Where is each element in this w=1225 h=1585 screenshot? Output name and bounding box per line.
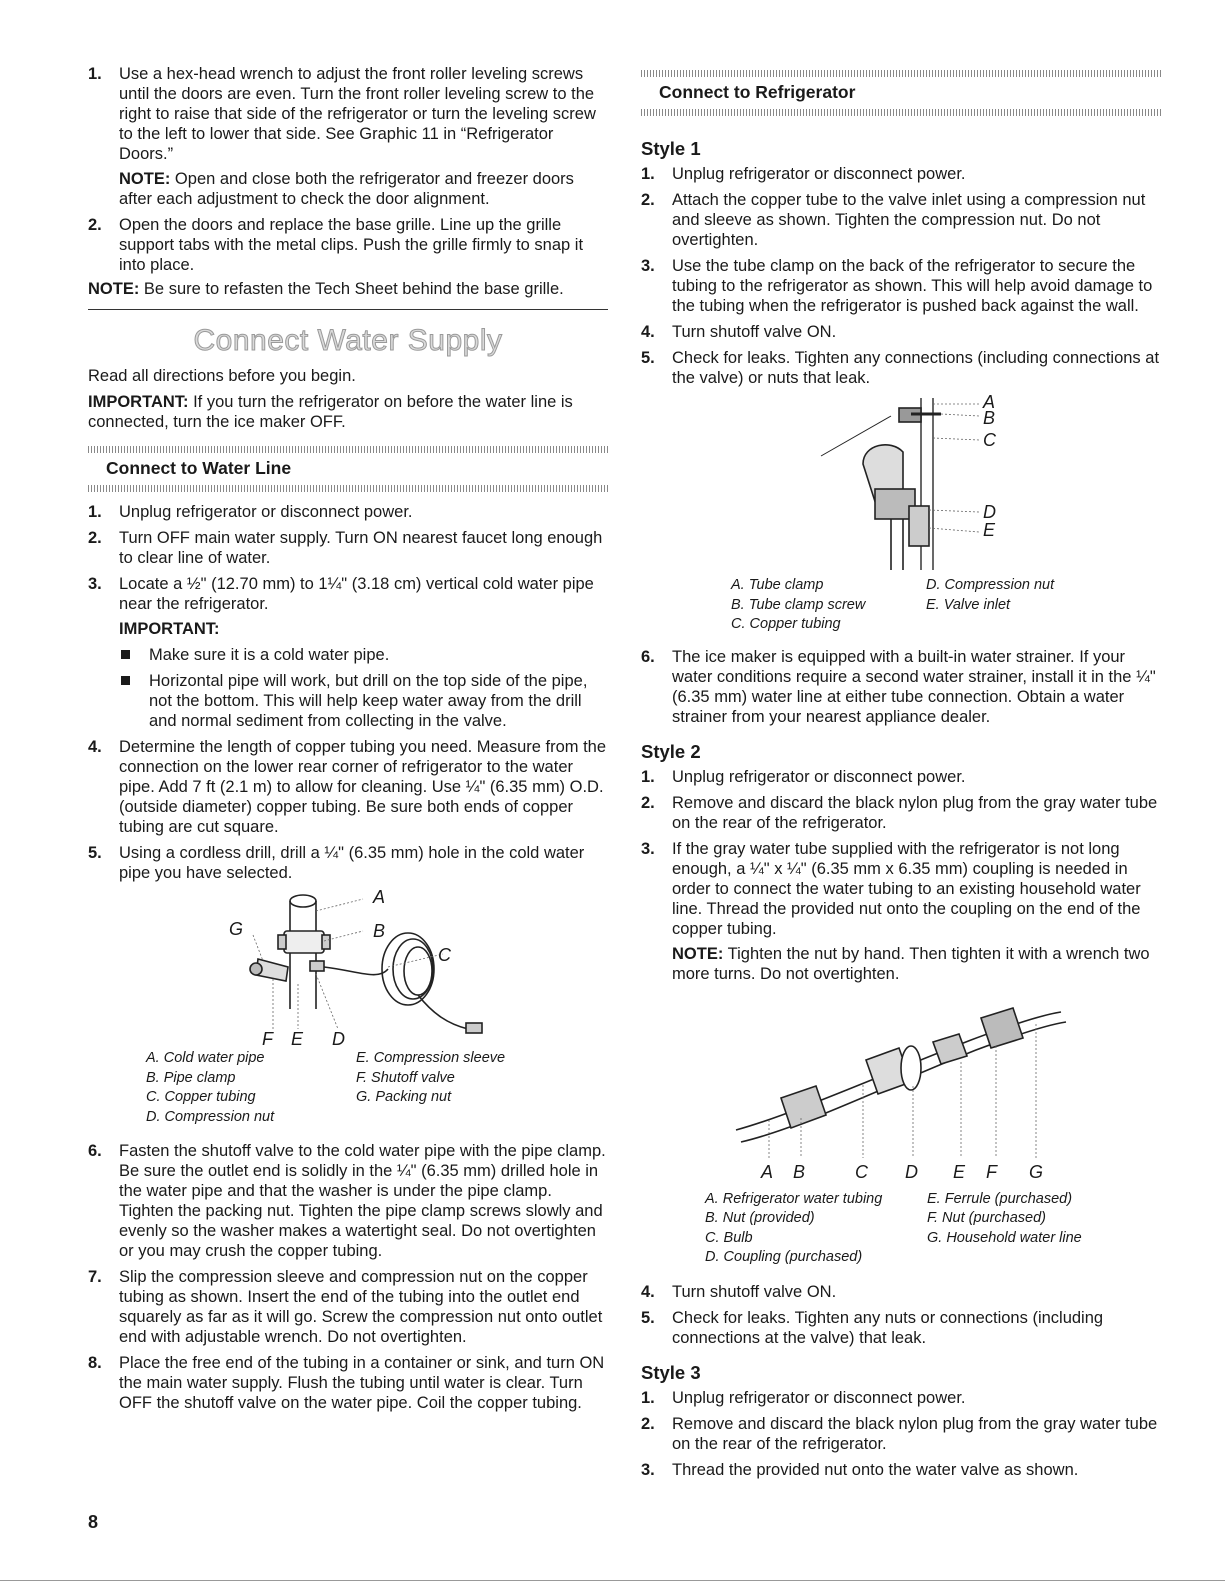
figure-label-b: B: [793, 1161, 806, 1182]
step-text: Unplug refrigerator or disconnect power.: [672, 165, 966, 183]
figure-label-g: G: [229, 919, 244, 939]
list-item: [641, 256, 1161, 316]
list-item: [641, 1308, 1161, 1348]
note-text: Open and close both the refrigerator and freezer doors after each adjustment to check the door alignment.: [119, 170, 574, 208]
step-note: [672, 944, 1161, 984]
page-number: 8: [88, 1512, 99, 1532]
figure-label-a: A: [373, 887, 386, 907]
subhead-connect-refrigerator: Connect to Refrigerator: [659, 82, 856, 102]
step-number: 1.: [88, 65, 102, 83]
step-number: 5.: [641, 1308, 655, 1327]
step-text: Open the doors and replace the base grille. Line up the grille support tabs with the metal clips. Push the grille firmly to snap it into place.: [119, 216, 584, 274]
figure-label-a: A: [983, 392, 996, 412]
bullet-item: Horizontal pipe will work, but drill on the top side of the pipe, not the bottom. This will help keep water away from the drill and normal sediment from collecting in the valve.: [119, 671, 608, 731]
figure-label-a: A: [761, 1161, 774, 1182]
step-text: Determine the length of copper tubing you need. Measure from the connection on the lower rear corner of refrigerator to the water pipe. Add 7 ft (2.1 m) to allow for cleaning. Use ¼" (6.35 mm) O.D. (outside diameter) copper tubing. Be sure both ends of copper tubing are cut square.: [119, 738, 607, 836]
caption-item: C. Copper tubing: [146, 1089, 256, 1105]
note-text: Be sure to refasten the Tech Sheet behind the base grille.: [139, 280, 564, 298]
step-number: 3.: [641, 839, 655, 858]
caption-item: A. Tube clamp: [731, 577, 824, 593]
hatch-divider: [88, 446, 608, 453]
step-text: Attach the copper tube to the valve inlet using a compression nut and sleeve as shown. Tighten the compression nut. Do not overtighten.: [672, 191, 1146, 249]
figure-label-d: D: [905, 1161, 918, 1182]
left-column: [88, 64, 608, 1419]
important-body: If you turn the refrigerator on before the water line is connected, turn the ice maker OFF.: [88, 393, 573, 431]
step-number: 3.: [641, 257, 655, 275]
bottom-rule: [0, 1580, 1225, 1581]
list-item: [641, 164, 1161, 184]
caption-item: F. Shutoff valve: [356, 1069, 455, 1086]
caption-item: C. Bulb: [705, 1229, 753, 1246]
section-title: Connect Water Supply: [193, 324, 503, 357]
step-text: Place the free end of the tubing in a container or sink, and turn ON the main water supply. Flush the tubing until water is clear. Turn OFF the shutoff valve on the water pipe. Coil the copper tubing.: [119, 1354, 605, 1412]
subhead-connect-water-line: Connect to Water Line: [106, 458, 292, 478]
step-text: Unplug refrigerator or disconnect power.: [672, 767, 966, 786]
step-number: 4.: [641, 1282, 655, 1301]
valve-inlet-figure: [641, 394, 1161, 574]
list-item: [641, 1282, 1161, 1302]
step-text: Slip the compression sleeve and compression nut on the copper tubing as shown. Insert the end of the tubing into the outlet end squarely as far as it will go. Screw the compression nut onto outlet end with adjustable wrench. Do not overtighten.: [119, 1268, 603, 1346]
list-item: [641, 322, 1161, 342]
list-item: [88, 64, 608, 209]
section-divider: [88, 309, 608, 310]
note-label: NOTE:: [88, 280, 140, 298]
step-number: 8.: [88, 1354, 102, 1372]
step-text: Locate a ½" (12.70 mm) to 1¼" (3.18 cm) vertical cold water pipe near the refrigerator.: [119, 575, 594, 613]
caption-item: D. Coupling (purchased): [705, 1249, 863, 1265]
style-2-steps: [641, 767, 1161, 984]
list-item: [88, 502, 608, 522]
figure-label-d: D: [983, 502, 996, 522]
step-number: 1.: [641, 767, 655, 786]
list-item: [641, 767, 1161, 787]
water-line-steps-continued: [88, 1141, 608, 1413]
step-number: 7.: [88, 1268, 102, 1286]
figure-caption: [731, 576, 1111, 635]
list-item: [88, 1141, 608, 1261]
caption-item: E. Valve inlet: [926, 596, 1011, 613]
caption-item: G. Household water line: [927, 1229, 1082, 1246]
bullet-item: Make sure it is a cold water pipe.: [119, 645, 608, 665]
caption-item: E. Compression sleeve: [356, 1050, 506, 1066]
note-label: NOTE:: [119, 170, 171, 188]
list-item: [88, 1267, 608, 1347]
step-number: 1.: [88, 503, 102, 521]
shutoff-valve-figure: [88, 889, 608, 1049]
step-number: 2.: [641, 1414, 655, 1433]
figure-label-e: E: [953, 1161, 966, 1182]
intro-text: Read all directions before you begin.: [88, 367, 356, 385]
step-text: Check for leaks. Tighten any nuts or connections (including connections at the valve) that leak.: [672, 1308, 1104, 1347]
caption-item: C. Copper tubing: [731, 616, 841, 632]
step-number: 5.: [88, 844, 102, 862]
caption-item: D. Compression nut: [146, 1108, 275, 1125]
caption-item: D. Compression nut: [926, 577, 1055, 593]
caption-item: B. Pipe clamp: [146, 1069, 236, 1086]
style-3-steps: [641, 1388, 1161, 1480]
step-text: Check for leaks. Tighten any connections (including connections at the valve) or nuts that leak.: [672, 349, 1160, 387]
figure-label-c: C: [983, 430, 996, 450]
style-2-steps-continued: [641, 1282, 1161, 1348]
figure-label-b: B: [983, 408, 996, 428]
step-number: 2.: [88, 216, 102, 234]
hatch-divider: [88, 485, 608, 492]
hatch-divider: [641, 109, 1161, 116]
coupling-figure: [641, 990, 1161, 1170]
caption-item: F. Nut (purchased): [927, 1210, 1047, 1226]
water-line-steps: [88, 502, 608, 883]
list-item: [641, 1460, 1161, 1480]
shutoff-valve-illustration: [88, 889, 608, 1049]
caption-item: E. Ferrule (purchased): [927, 1190, 1073, 1207]
figure-label-b: B: [373, 921, 386, 941]
list-item: [88, 737, 608, 837]
step-number: 2.: [641, 191, 655, 209]
step-number: 3.: [641, 1460, 655, 1479]
step-text: Using a cordless drill, drill a ¼" (6.35 mm) hole in the cold water pipe you have selected.: [119, 844, 585, 882]
step-text: Remove and discard the black nylon plug from the gray water tube on the rear of the refrigerator.: [672, 1414, 1158, 1453]
step-text: Unplug refrigerator or disconnect power.: [119, 503, 413, 521]
list-item: [641, 839, 1161, 984]
important-text: [88, 392, 608, 432]
important-label: IMPORTANT:: [88, 393, 189, 411]
list-item: [641, 647, 1161, 727]
step-text: Turn OFF main water supply. Turn ON nearest faucet long enough to clear line of water.: [119, 529, 603, 567]
figure-label-f: F: [262, 1029, 273, 1049]
step-note: [119, 169, 608, 209]
list-item: [641, 190, 1161, 250]
caption-item: [926, 615, 1111, 635]
list-item: [88, 574, 608, 731]
caption-item: A. Cold water pipe: [146, 1050, 265, 1066]
step-text: Turn shutoff valve ON.: [672, 1282, 837, 1301]
list-item: [88, 528, 608, 568]
important-label: IMPORTANT:: [119, 620, 220, 638]
step-number: 2.: [88, 529, 102, 547]
list-item: [641, 1388, 1161, 1408]
bullet-list: [119, 645, 608, 731]
figure-label-f: F: [986, 1161, 997, 1182]
list-item: [641, 348, 1161, 388]
caption-item: A. Refrigerator water tubing: [705, 1190, 883, 1207]
caption-item: [927, 1248, 1125, 1268]
step-text: Use the tube clamp on the back of the refrigerator to secure the tubing to the refrigerator as shown. This will help avoid damage to the tubing when the refrigerator is pushed back against the wall.: [672, 257, 1153, 315]
step-text: Unplug refrigerator or disconnect power.: [672, 1388, 966, 1407]
list-item: [88, 1353, 608, 1413]
step-text: Use a hex-head wrench to adjust the front roller leveling screws until the doors are even. Turn the front roller leveling screw to the right to raise that side of the refrigerator or turn the leveling screw to the left to lower that side. See Graphic 11 in “Refrigerator Doors.”: [119, 65, 596, 163]
style-1-heading: Style 1: [641, 138, 701, 159]
figure-caption: [705, 1190, 1125, 1268]
caption-item: G. Packing nut: [356, 1089, 452, 1105]
caption-item: [356, 1108, 566, 1128]
step-number: 1.: [641, 1388, 655, 1407]
caption-item: B. Tube clamp screw: [731, 596, 866, 613]
style-3-heading: Style 3: [641, 1361, 701, 1383]
valve-inlet-illustration: [641, 394, 1161, 574]
step-text: Turn shutoff valve ON.: [672, 323, 837, 341]
caption-item: B. Nut (provided): [705, 1210, 815, 1226]
leveling-steps: [88, 64, 608, 275]
note-text: Tighten the nut by hand. Then tighten it with a wrench two more turns. Do not overtighten.: [672, 944, 1150, 983]
step-number: 6.: [641, 647, 655, 666]
step-number: 3.: [88, 575, 102, 593]
step-text: Fasten the shutoff valve to the cold water pipe with the pipe clamp. Be sure the outlet end is solidly in the ¼" (6.35 mm) drilled hole in the water pipe and that the washer is under the pipe clamp. Tighten the packing nut. Tighten the pipe clamp screws slowly and evenly so the washer makes a watertight seal. Do not overtighten or you may crush the copper tubing.: [119, 1142, 606, 1260]
step-number: 4.: [88, 738, 102, 756]
step-number: 6.: [88, 1142, 102, 1160]
step-text: If the gray water tube supplied with the refrigerator is not long enough, a ¼" x ¼" (6.35 mm x 6.35 mm) coupling is needed in order to connect the water tubing to an existing household water line. Thread the provided nut onto the coupling on the end of the copper tubing.: [672, 839, 1141, 938]
step-number: 2.: [641, 793, 655, 812]
style-1-steps-continued: [641, 647, 1161, 727]
list-item: [641, 1414, 1161, 1454]
figure-label-e: E: [983, 520, 996, 540]
list-item: [88, 215, 608, 275]
coupling-figure-letters: [641, 1162, 1161, 1186]
grille-note: [88, 279, 608, 299]
figure-caption: [146, 1049, 566, 1127]
figure-label-c: C: [855, 1161, 868, 1182]
figure-label-d: D: [332, 1029, 345, 1049]
figure-label-e: E: [291, 1029, 304, 1049]
figure-label-g: G: [1029, 1161, 1044, 1182]
right-column: [641, 70, 1161, 1486]
step-text: Thread the provided nut onto the water valve as shown.: [672, 1460, 1079, 1479]
figure-label-c: C: [438, 945, 451, 965]
step-text: Remove and discard the black nylon plug from the gray water tube on the rear of the refrigerator.: [672, 793, 1158, 832]
step-text: The ice maker is equipped with a built-in water strainer. If your water conditions require a second water strainer, install it in the ¼" (6.35 mm) water line at either tube connection. Obtain a water strainer from your nearest appliance dealer.: [672, 647, 1156, 726]
hatch-divider: [641, 70, 1161, 77]
style-1-steps: [641, 164, 1161, 388]
style-2-heading: Style 2: [641, 740, 701, 762]
coupling-illustration: [641, 990, 1161, 1170]
list-item: [88, 843, 608, 883]
step-number: 5.: [641, 349, 655, 367]
note-label: NOTE:: [672, 944, 724, 963]
step-number: 1.: [641, 165, 655, 183]
list-item: [641, 793, 1161, 833]
step-number: 4.: [641, 323, 655, 341]
